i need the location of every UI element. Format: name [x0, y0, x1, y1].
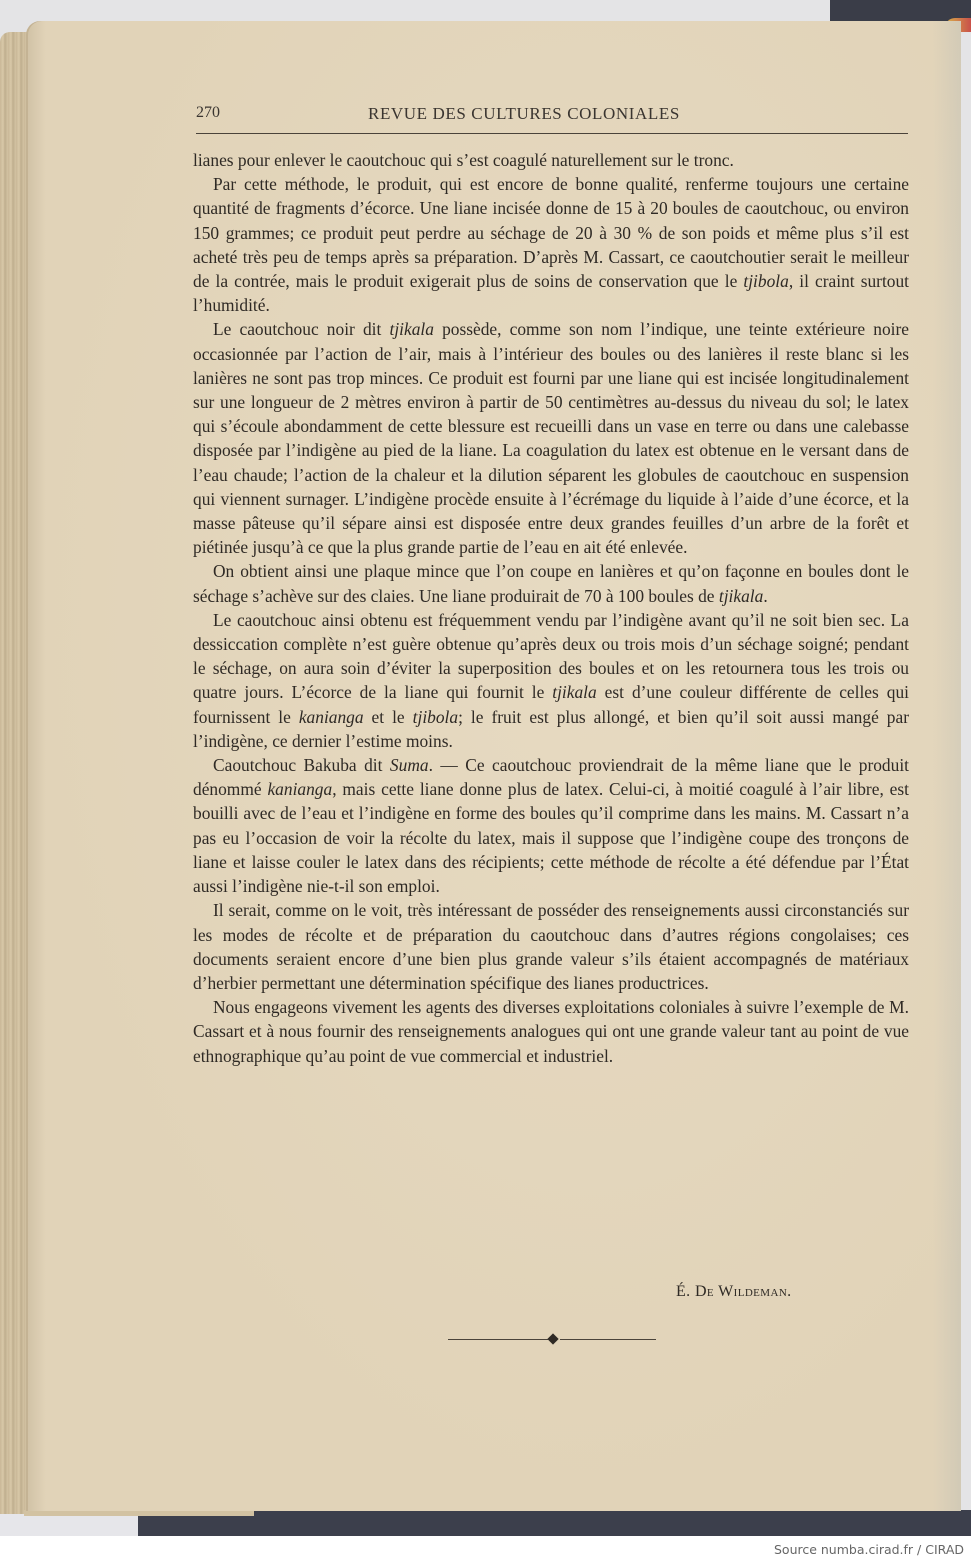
italic-term: tjikala	[552, 682, 597, 703]
paragraph	[193, 172, 909, 317]
text-run: ; le fruit est plus allongé, et bien qu’il soit aussi mangé par l’indigène, ce dernier l’estime moins.	[193, 706, 909, 751]
text-run: Caoutchouc Bakuba dit	[213, 755, 390, 776]
text-run: .	[763, 585, 768, 606]
paragraph	[193, 753, 909, 898]
paragraph	[193, 995, 909, 1068]
paragraph	[193, 608, 909, 753]
diamond-rule-ornament-icon	[448, 1335, 658, 1345]
paragraph	[193, 898, 909, 995]
paragraph	[193, 317, 909, 559]
source-caption: Source numba.cirad.fr / CIRAD	[773, 1542, 964, 1557]
text-run: est d’une couleur différente de celles qui fournissent le	[193, 682, 909, 727]
ornament-line-left	[448, 1339, 548, 1340]
paragraph	[193, 559, 909, 607]
text-run: et le	[363, 706, 413, 727]
italic-term: tjikala	[718, 585, 764, 606]
italic-term: Suma	[389, 755, 429, 776]
text-run: . — Ce caoutchouc proviendrait de la même liane que le produit dénommé	[193, 755, 909, 800]
dark-backdrop-bottom	[138, 1510, 971, 1536]
text-run: Le caoutchouc noir dit	[213, 319, 390, 340]
author-signature: É. De Wildeman.	[676, 1283, 792, 1300]
header-rule	[196, 133, 908, 134]
text-run: Nous engageons vivement les agents des diverses exploitations coloniales à suivre l’exemple de M. Cassart et à nous fournir des renseignements analogues qui ont une grande valeur tant au point de vue ethnographique qu’au point de vue commercial et industriel.	[193, 997, 909, 1066]
text-run: possède, comme son nom l’indique, une teinte extérieure noire occasionnée par l’action de l’air, mais à l’intérieur des boules ou des lanières il reste blanc si les lanières ne sont pas trop minces. Ce produit est fourni par une liane qui est incisée longitudinalement sur une longueur de 2 mètres environ à partir de 50 centimètres au-dessus du niveau du sol; le latex qui s’écoule abondamment de cette blessure est recueilli dans un vase en terre ou dans une calebasse disposée par l’indigène au pied de la liane. La coagulation du latex est obtenue en le versant dans de l’eau chaude; l’action de la chaleur et la dilution séparent les globules de caoutchouc en suspension qui viennent surnager. L’indigène procède ensuite à l’écrémage du liquide à l’aide d’une écorce, et la masse pâteuse qu’il sépare ainsi est disposée entre deux grandes feuilles d’un arbre de la forêt et piétinée jusqu’à ce que la plus grande partie de l’eau en ait été enlevée.	[193, 319, 909, 558]
italic-term: kanianga	[298, 706, 364, 727]
italic-term: kanianga	[267, 779, 333, 800]
text-run: On obtient ainsi une plaque mince que l’on coupe en lanières et qu’on façonne en boules dont le séchage s’achève sur des claies. Une liane produirait de 70 à 100 boules de	[193, 561, 909, 606]
text-run: , mais cette liane donne plus de latex. Celui-ci, à moitié coagulé à l’air libre, est bouilli avec de l’eau et l’indigène en forme des boules qu’il comprime dans les mains. M. Cassart n’a pas eu l’occasion de voir la récolte du latex, mais il suppose que l’indigène coupe des tronçons de liane et laisse couler le latex dans des récipients; cette méthode de récolte a été défendue par l’État aussi l’indigène nie-t-il son emploi.	[193, 779, 909, 897]
diamond-icon	[547, 1333, 558, 1344]
italic-term: tjibola	[412, 706, 459, 727]
text-run: Par cette méthode, le produit, qui est encore de bonne qualité, renferme toujours une certaine quantité de fragments d’écorce. Une liane incisée donne de 15 à 20 boules de caoutchouc, ou environ 150 grammes; ce produit peut perdre au séchage de 20 à 30 % de son poids et même plus s’il est acheté très peu de temps après sa préparation. D’après M. Cassart, ce caoutchoutier serait le meilleur de la contrée, mais le produit exigerait plus de soins de conservation que le	[193, 174, 909, 292]
paragraph	[193, 148, 909, 172]
ornament-line-right	[560, 1339, 656, 1340]
text-run: Le caoutchouc ainsi obtenu est fréquemment vendu par l’indigène avant qu’il ne soit bien sec. La dessiccation complète n’est guère obtenue qu’après deux ou trois mois d’un séchage soigné; pendant le séchage, on aura soin d’éviter la superposition des boules et on les retournera tous les trois ou quatre jours. L’écorce de la liane qui fournit le	[193, 609, 909, 703]
page-header	[196, 100, 908, 130]
italic-term: tjikala	[389, 319, 434, 340]
italic-term: tjibola	[743, 271, 789, 292]
running-title: REVUE DES CULTURES COLONIALES	[368, 104, 680, 123]
article-body	[193, 148, 909, 1068]
page-number: 270	[196, 104, 220, 121]
text-run: , il craint surtout l’humidité.	[193, 271, 910, 316]
text-run: Il serait, comme on le voit, très intéressant de posséder des renseignements aussi circonstanciés sur les modes de récolte et de préparation du caoutchouc dans d’autres régions congolaises; ces documents seraient encore d’une bien plus grande valeur s’ils étaient accompagnés de matériaux d’herbier permettant une détermination spécifique des lianes productrices.	[193, 900, 909, 993]
text-run: lianes pour enlever le caoutchouc qui s’est coagulé naturellement sur le tronc.	[193, 150, 734, 170]
